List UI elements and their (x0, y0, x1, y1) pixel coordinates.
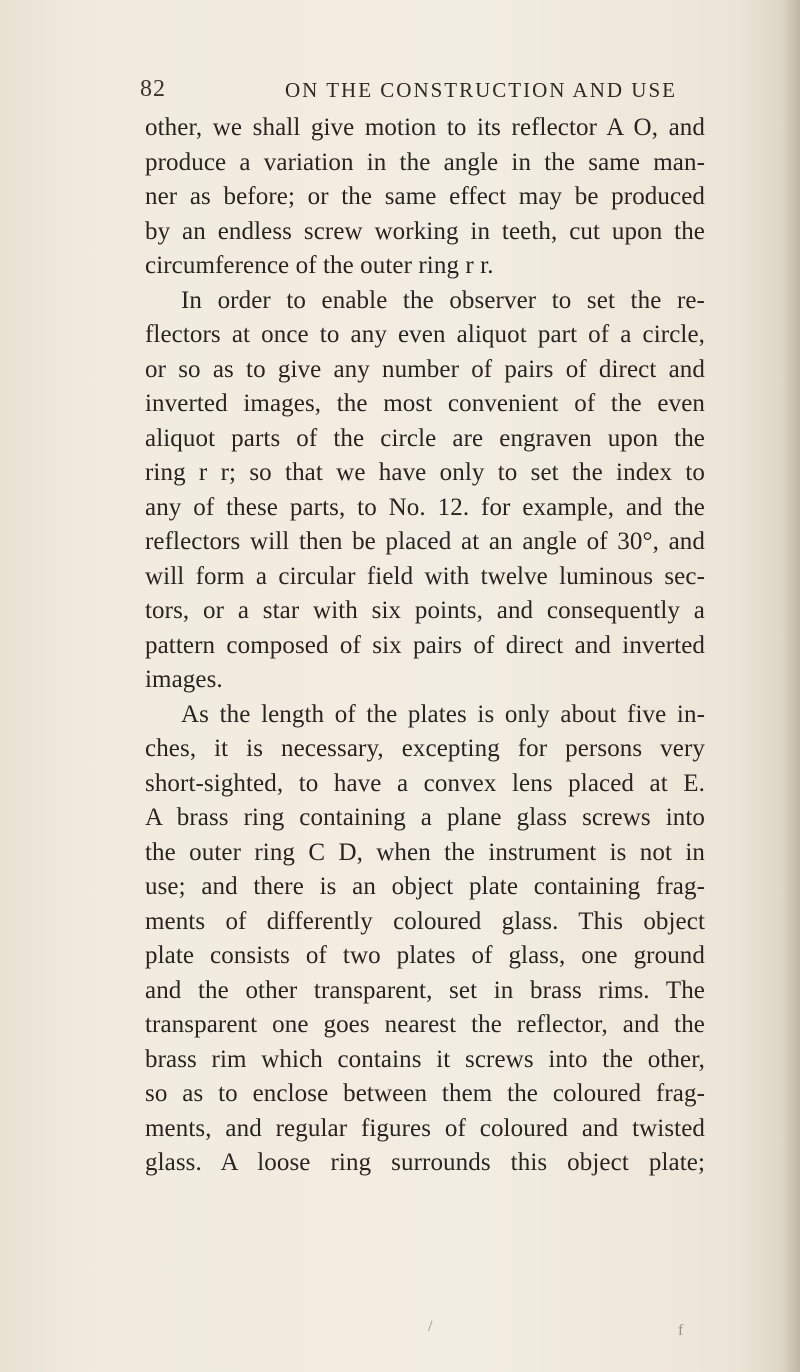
text-line: and the other transparent, set in brass rims. The (145, 976, 705, 1004)
text-line: by an endless screw working in teeth, cut upon the (145, 217, 705, 245)
text-line: short-sighted, to have a convex lens placed at E. (145, 769, 705, 797)
text-line: tors, or a star with six points, and consequently a (145, 597, 705, 624)
page-edge-shadow (782, 0, 800, 1372)
text-line: aliquot parts of the circle are engraven upon the (145, 424, 705, 452)
text-line: produce a variation in the angle in the same man- (145, 148, 705, 176)
text-line: the outer ring C D, when the instrument is not in (145, 838, 705, 866)
page-header (140, 76, 700, 116)
text-line: glass. A loose ring surrounds this object plate; (145, 1149, 705, 1176)
stray-mark: / (428, 1318, 433, 1335)
text-line: so as to enclose between them the coloured frag- (145, 1080, 705, 1107)
text-line: ring r r; so that we have only to set the index to (145, 459, 705, 486)
text-line: other, we shall give motion to its reflector A O, and (145, 114, 705, 141)
text-line: or so as to give any number of pairs of direct and (145, 355, 705, 383)
text-line: In order to enable the observer to set the re- (181, 286, 705, 314)
body-text (145, 111, 705, 1181)
text-line: A brass ring containing a plane glass screws into (145, 804, 705, 831)
page-number: 82 (140, 76, 166, 102)
text-line: any of these parts, to No. 12. for example, and the (145, 493, 705, 521)
text-line: circumference of the outer ring r r. (145, 252, 494, 279)
page-bottom-marks (0, 1318, 800, 1348)
text-line: ments of differently coloured glass. This object (145, 907, 705, 935)
text-line: ments, and regular figures of coloured and twisted (145, 1114, 705, 1142)
text-line: As the length of the plates is only about five in- (181, 700, 705, 728)
text-line: plate consists of two plates of glass, one ground (145, 942, 705, 969)
text-line: flectors at once to any even aliquot part of a circle, (145, 321, 705, 348)
text-line: images. (145, 666, 223, 693)
text-line: will form a circular field with twelve luminous sec- (145, 562, 705, 590)
text-line: ches, it is necessary, excepting for persons very (145, 735, 705, 762)
text-line: reflectors will then be placed at an angle of 30°, and (145, 528, 705, 555)
running-head: ON THE CONSTRUCTION AND USE (285, 78, 677, 102)
text-line: brass rim which contains it screws into the other, (145, 1045, 705, 1073)
text-line: transparent one goes nearest the reflector, and the (145, 1011, 705, 1038)
stray-mark: f (678, 1322, 684, 1339)
text-line: use; and there is an object plate containing frag- (145, 873, 705, 900)
text-line: ner as before; or the same effect may be produced (145, 183, 705, 210)
text-line: pattern composed of six pairs of direct and inverted (145, 631, 705, 659)
text-line: inverted images, the most convenient of the even (145, 390, 705, 417)
